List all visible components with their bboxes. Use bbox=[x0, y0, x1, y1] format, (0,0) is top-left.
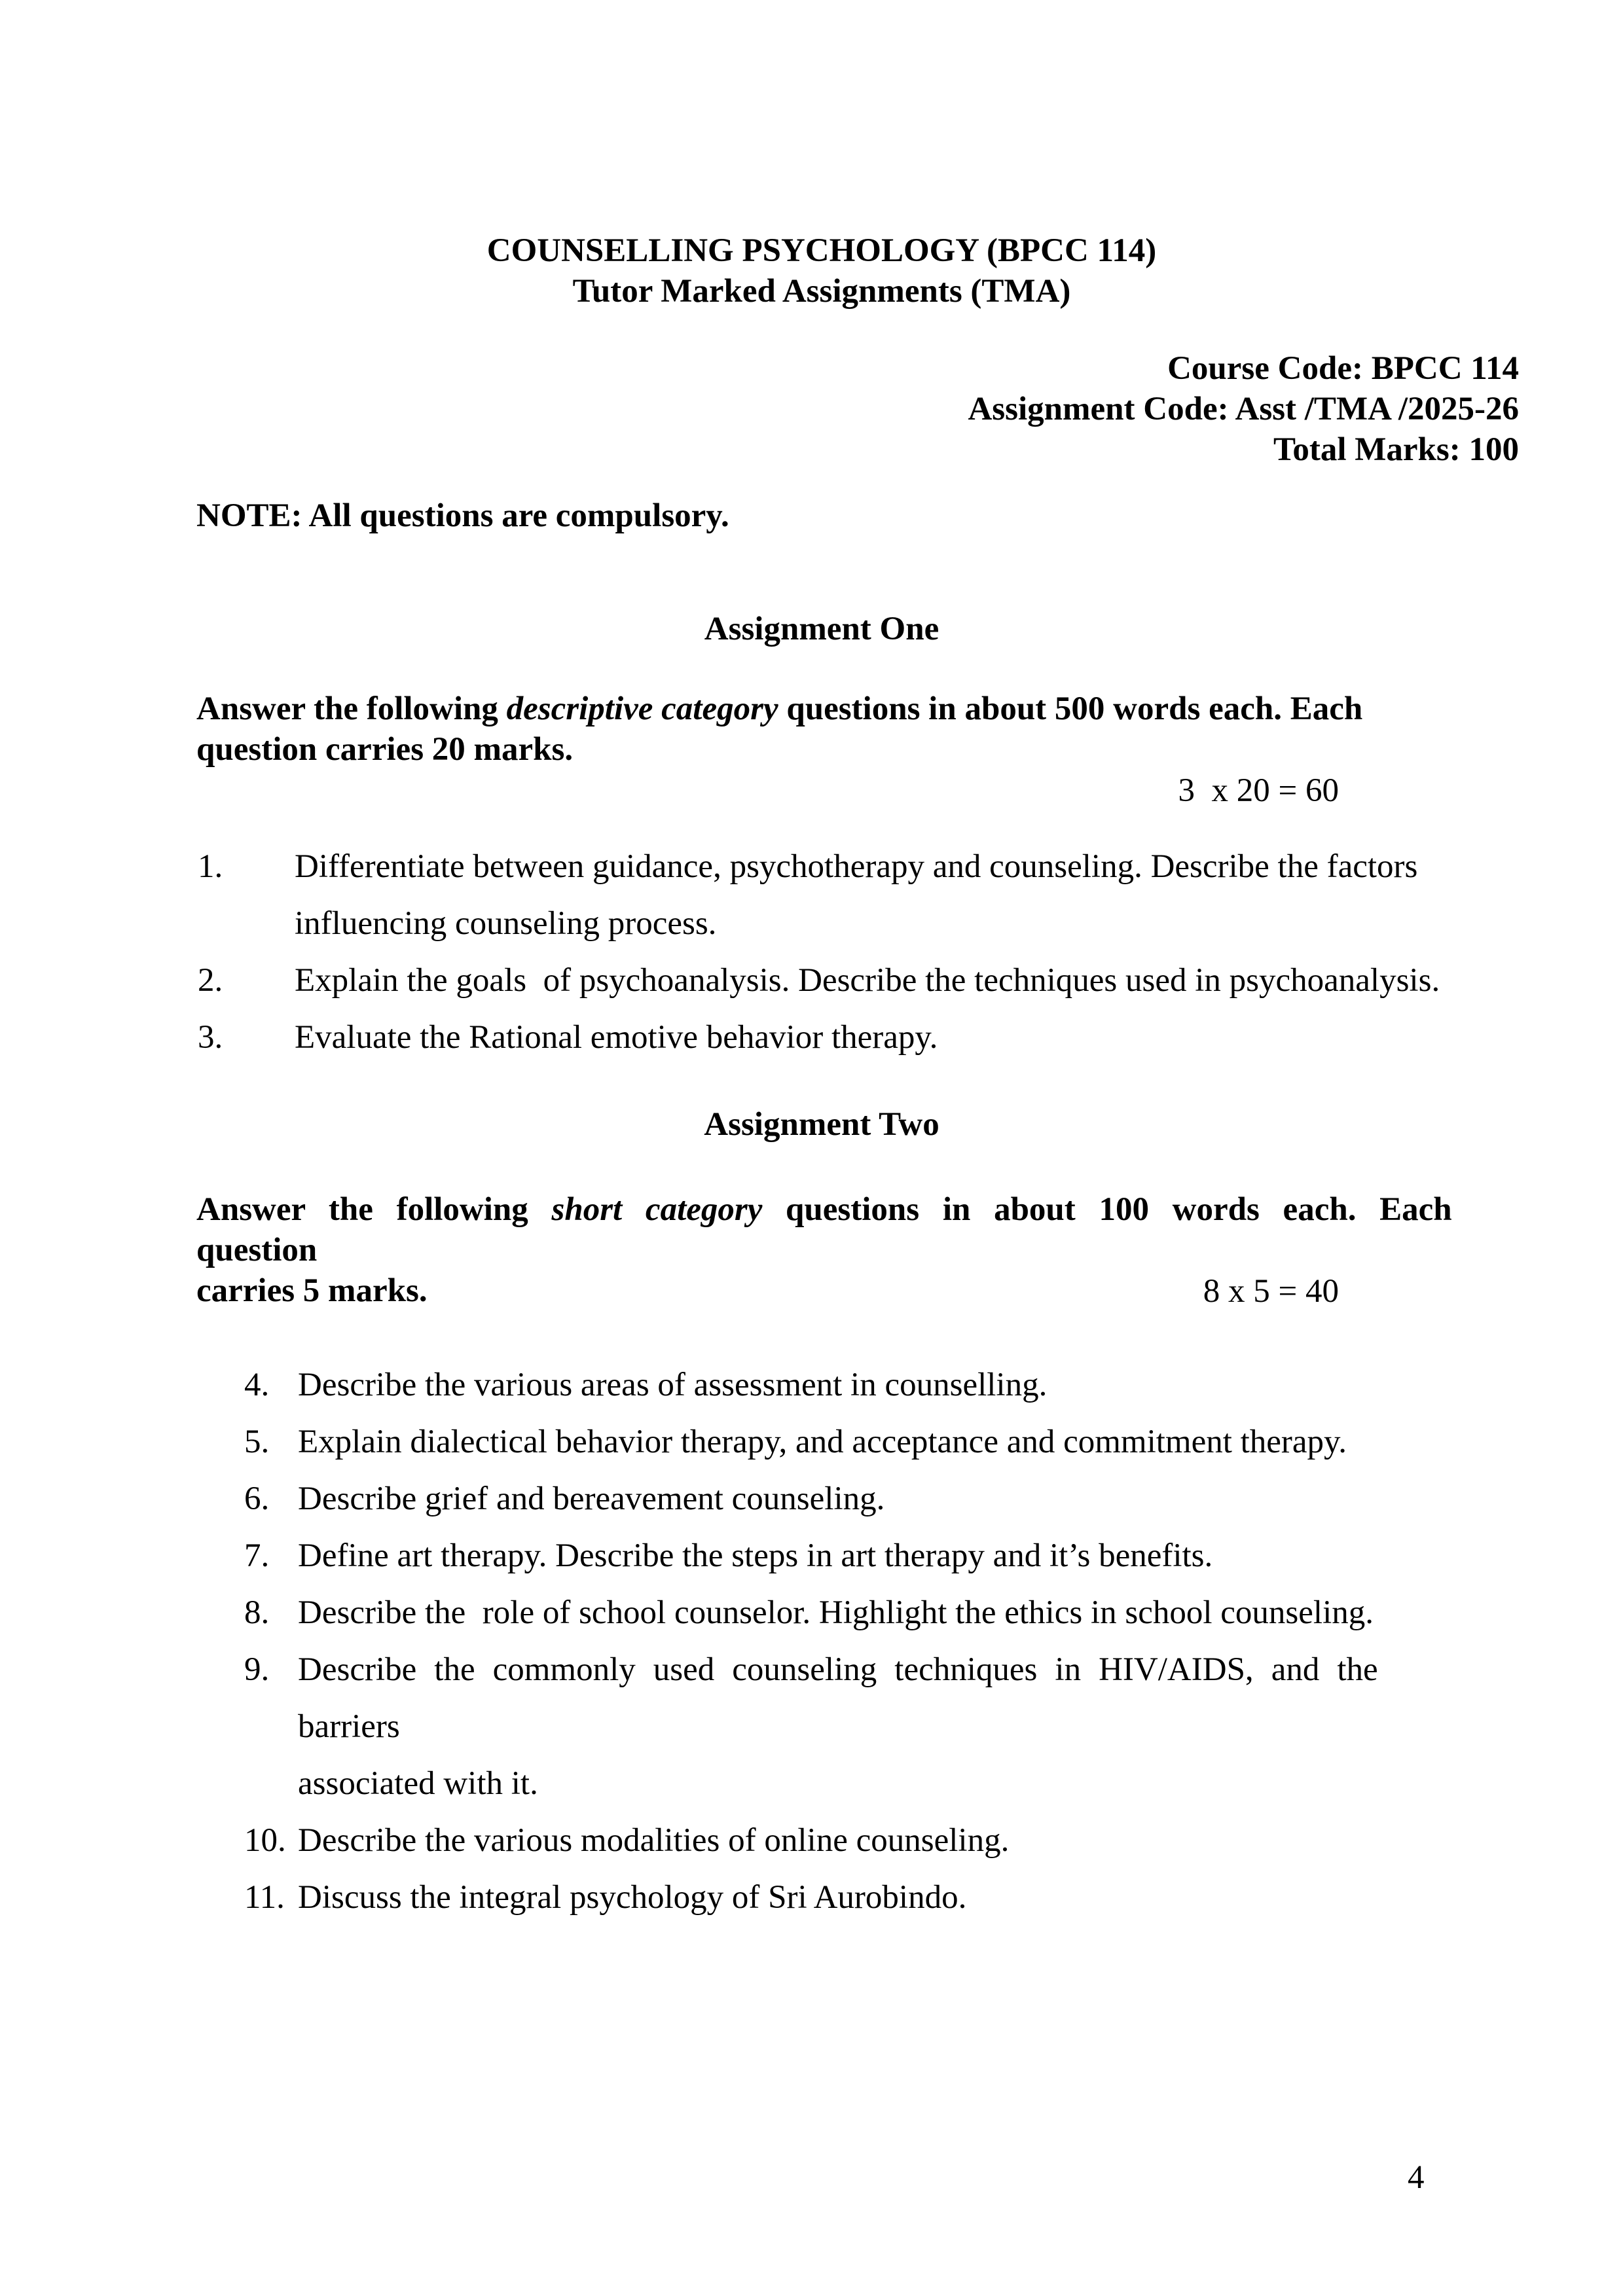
question-row bbox=[198, 1009, 1476, 1066]
instruction-text: questions in about 100 words each. Each question bbox=[196, 1191, 1452, 1268]
assignment-two-question-list bbox=[244, 1357, 1476, 1926]
question-text: Describe grief and bereavement counseling. bbox=[298, 1480, 885, 1517]
question-text: Evaluate the Rational emotive behavior therapy. bbox=[295, 1019, 938, 1056]
question-number: 2. bbox=[198, 962, 223, 999]
question-row bbox=[244, 1641, 1476, 1812]
question-row bbox=[244, 1414, 1476, 1471]
note-line: NOTE: All questions are compulsory. bbox=[196, 497, 729, 534]
question-text: Describe the various areas of assessment in counselling. bbox=[298, 1367, 1048, 1403]
assignment-code: Assignment Code: Asst /TMA /2025-26 bbox=[968, 391, 1519, 427]
question-row bbox=[244, 1471, 1476, 1528]
question-text bbox=[298, 1641, 1476, 1812]
question-number: 6. bbox=[244, 1480, 270, 1517]
question-number: 4. bbox=[244, 1367, 270, 1403]
question-number: 8. bbox=[244, 1594, 270, 1631]
question-text: Describe the various modalities of online counseling. bbox=[298, 1822, 1010, 1859]
instruction-emphasis: descriptive category bbox=[506, 691, 778, 727]
instruction-line-justified bbox=[196, 1191, 1452, 1268]
question-number: 10. bbox=[244, 1822, 286, 1859]
question-text: Define art therapy. Describe the steps in art therapy and it’s benefits. bbox=[298, 1537, 1213, 1574]
question-text: Discuss the integral psychology of Sri Aurobindo. bbox=[298, 1879, 967, 1916]
question-line: associated with it. bbox=[298, 1765, 538, 1802]
question-number: 11. bbox=[244, 1879, 285, 1916]
question-row bbox=[244, 1528, 1476, 1585]
question-line-justified: Describe the commonly used counseling techniques in HIV/AIDS, and the barriers bbox=[298, 1651, 1396, 1745]
question-number: 7. bbox=[244, 1537, 270, 1574]
question-text: Describe the role of school counselor. Highlight the ethics in school counseling. bbox=[298, 1594, 1374, 1631]
instruction-text: Answer the following bbox=[196, 691, 507, 727]
instruction-emphasis: short category bbox=[551, 1191, 763, 1228]
question-row bbox=[244, 1869, 1476, 1926]
question-number: 5. bbox=[244, 1424, 270, 1460]
total-marks: Total Marks: 100 bbox=[1273, 431, 1519, 468]
question-number: 1. bbox=[198, 848, 223, 885]
question-row bbox=[198, 838, 1476, 952]
question-row bbox=[198, 952, 1476, 1009]
assignment-two-marks-formula: 8 x 5 = 40 bbox=[1203, 1273, 1339, 1310]
question-line: Differentiate between guidance, psychotherapy and counseling. Describe the factors bbox=[295, 848, 1418, 885]
question-text: Explain dialectical behavior therapy, and acceptance and commitment therapy. bbox=[298, 1424, 1347, 1460]
assignment-one-marks-formula: 3 x 20 = 60 bbox=[1178, 772, 1339, 809]
question-number: 9. bbox=[244, 1651, 270, 1688]
question-text: Explain the goals of psychoanalysis. Describe the techniques used in psychoanalysis. bbox=[295, 962, 1440, 999]
instruction-text: Answer the following bbox=[196, 1191, 552, 1228]
document-title bbox=[196, 230, 1447, 312]
course-code: Course Code: BPCC 114 bbox=[1167, 350, 1519, 387]
assignment-one-question-list bbox=[198, 838, 1476, 1066]
instruction-text: carries 5 marks. bbox=[196, 1272, 428, 1309]
assignment-one-instruction bbox=[196, 689, 1476, 770]
header-codes bbox=[196, 348, 1519, 470]
title-line-2: Tutor Marked Assignments (TMA) bbox=[572, 273, 1071, 310]
instruction-text: question carries 20 marks. bbox=[196, 731, 574, 768]
title-line-1: COUNSELLING PSYCHOLOGY (BPCC 114) bbox=[486, 232, 1157, 269]
page-number: 4 bbox=[1408, 2159, 1425, 2196]
question-text bbox=[295, 838, 1476, 952]
assignment-two-heading: Assignment Two bbox=[704, 1106, 939, 1143]
question-row bbox=[244, 1585, 1476, 1641]
question-row bbox=[244, 1812, 1476, 1869]
instruction-text: questions in about 500 words each. Each bbox=[778, 691, 1363, 727]
question-number: 3. bbox=[198, 1019, 223, 1056]
assignment-one-heading: Assignment One bbox=[704, 611, 939, 647]
question-line: influencing counseling process. bbox=[295, 905, 717, 942]
question-row bbox=[244, 1357, 1476, 1414]
